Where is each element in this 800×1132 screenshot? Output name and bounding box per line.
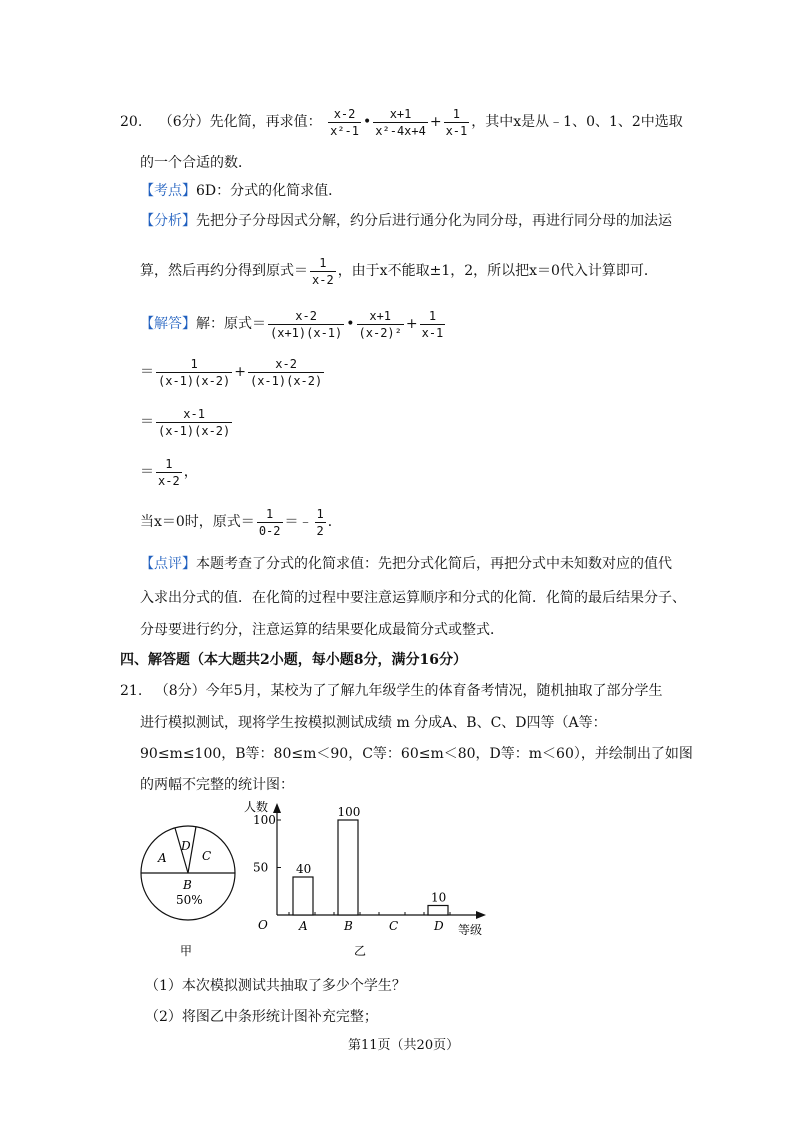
q21-line1: 21. （8分）今年5月，某校为了了解九年级学生的体育备考情况，随机抽取了部分学生 bbox=[120, 683, 663, 699]
q21-sub1: （1）本次模拟测试共抽取了多少个学生？ bbox=[145, 978, 406, 994]
pie-label-a: A bbox=[158, 851, 167, 865]
q21-line4: 的两幅不完整的统计图： bbox=[140, 777, 294, 793]
q20-frac2: $\frac{x+1}{\text{x²-4x+4}}$ bbox=[375, 106, 426, 138]
q21-number: 21. bbox=[120, 683, 143, 699]
y-tick-label: 50 bbox=[253, 860, 269, 875]
y-tick-label: 100 bbox=[253, 813, 276, 827]
pie-caption: 甲 bbox=[180, 944, 193, 958]
fenxi-tag: 【分析】 bbox=[140, 213, 196, 229]
x-tick-label: A bbox=[299, 919, 308, 933]
data-label: 100 bbox=[337, 805, 361, 819]
q21-line3: 90≤m≤100，B等：80≤m＜90，C等：60≤m＜80，D等：m＜60），并绘制出了如图 bbox=[140, 746, 693, 762]
q20-tail: ，其中x是从﹣1、0、1、2中选取 bbox=[471, 114, 683, 130]
jieda-step3: ＝ $\frac{x-1}{(x-1)(x-2)}$ bbox=[140, 406, 231, 438]
bar bbox=[293, 877, 313, 915]
jieda-step5: 当x＝0时，原式＝ $\frac{1}{0-2}$ ＝﹣ $\frac{1}{2}$ ． bbox=[140, 506, 342, 538]
bar bbox=[338, 820, 358, 915]
jieda-tag: 【解答】 bbox=[140, 316, 196, 332]
q20-line2: 的一个合适的数． bbox=[140, 155, 252, 171]
data-label: 40 bbox=[296, 862, 312, 876]
pie-b-percent: 50% bbox=[176, 893, 203, 907]
fenxi-line2: 算，然后再约分得到原式＝ $\frac{1}{x-2}$ ，由于x不能取±1，2，所以把x＝0代入计算即可． bbox=[140, 255, 658, 287]
section-heading: 四、解答题（本大题共2小题，每小题8分，满分16分） bbox=[120, 652, 467, 668]
kaodian bbox=[140, 180, 342, 200]
chart-caption: 乙 bbox=[354, 944, 367, 958]
x-axis-label: 等级 bbox=[458, 923, 483, 937]
q20-line1: 20. （6分）先化简，再求值： $\frac{x-2}{\text{x²-1}}$ • $\frac{x+1}{\text{x²-4x+4}}$ + $\frac{1}{x-1}$ ，其中x是从﹣1、0、1、2中选取 bbox=[120, 106, 683, 138]
x-tick-label: B bbox=[344, 919, 353, 933]
dianping-line3: 分母要进行约分，注意运算的结果要化成最简分式或整式． bbox=[140, 622, 504, 638]
fenxi-frac: $\frac{1}{x-2}$ bbox=[312, 255, 334, 287]
q21-line2: 进行模拟测试，现将学生按模拟测试成绩 m 分成A、B、C、D四等（A等： bbox=[140, 715, 607, 731]
x-axis-arrow bbox=[476, 911, 486, 919]
jieda-step2: ＝ $\frac{1}{(x-1)(x-2)}$ + $\frac{x-2}{(x-1)(x-2)}$ bbox=[140, 356, 323, 388]
fenxi-line1: 【分析】先把分子分母因式分解，约分后进行通分化为同分母，再进行同分母的加法运 bbox=[140, 213, 672, 229]
y-axis-arrow bbox=[273, 803, 281, 813]
bar bbox=[428, 906, 448, 916]
pie-chart bbox=[138, 818, 248, 968]
page-footer: 第11页（共20页） bbox=[348, 1038, 460, 1053]
q20-frac3: $\frac{1}{x-1}$ bbox=[445, 106, 468, 138]
q20-score: （6分）先化简，再求值： bbox=[158, 114, 322, 130]
jieda-step1: 【解答】解：原式＝ $\frac{x-2}{(x+1)(x-1)}$ • $\frac{x+1}{\text{(x-2)²}}$ + $\frac{1}{x-1}$ bbox=[140, 308, 444, 340]
dianping-line1: 【点评】本题考查了分式的化简求值：先把分式化简后，再把分式中未知数对应的值代 bbox=[140, 556, 672, 572]
pie-label-d: D bbox=[181, 839, 191, 853]
dianping-tag: 【点评】 bbox=[140, 556, 196, 572]
q21-sub2: （2）将图乙中条形统计图补充完整； bbox=[145, 1009, 378, 1025]
pie-label-c: C bbox=[202, 849, 212, 863]
y-axis-label: 人数 bbox=[244, 800, 269, 814]
pie-label-b: B bbox=[183, 878, 192, 892]
origin-label: O bbox=[258, 918, 268, 932]
x-tick-label: C bbox=[389, 919, 399, 933]
kaodian-text: 6D：分式的化简求值． bbox=[196, 183, 343, 199]
q20-number: 20. bbox=[120, 114, 143, 130]
jieda-step4: ＝ $\frac{1}{x-2}$ ， bbox=[140, 456, 198, 488]
kaodian-tag: 【考点】 bbox=[140, 183, 196, 199]
x-tick-label: D bbox=[434, 919, 444, 933]
data-label: 10 bbox=[431, 890, 447, 905]
dianping-line2: 入求出分式的值．在化简的过程中要注意运算顺序和分式的化简．化简的最后结果分子、 bbox=[140, 590, 686, 606]
q20-frac1: $\frac{x-2}{\text{x²-1}}$ bbox=[330, 106, 359, 138]
bar-chart bbox=[244, 795, 500, 965]
